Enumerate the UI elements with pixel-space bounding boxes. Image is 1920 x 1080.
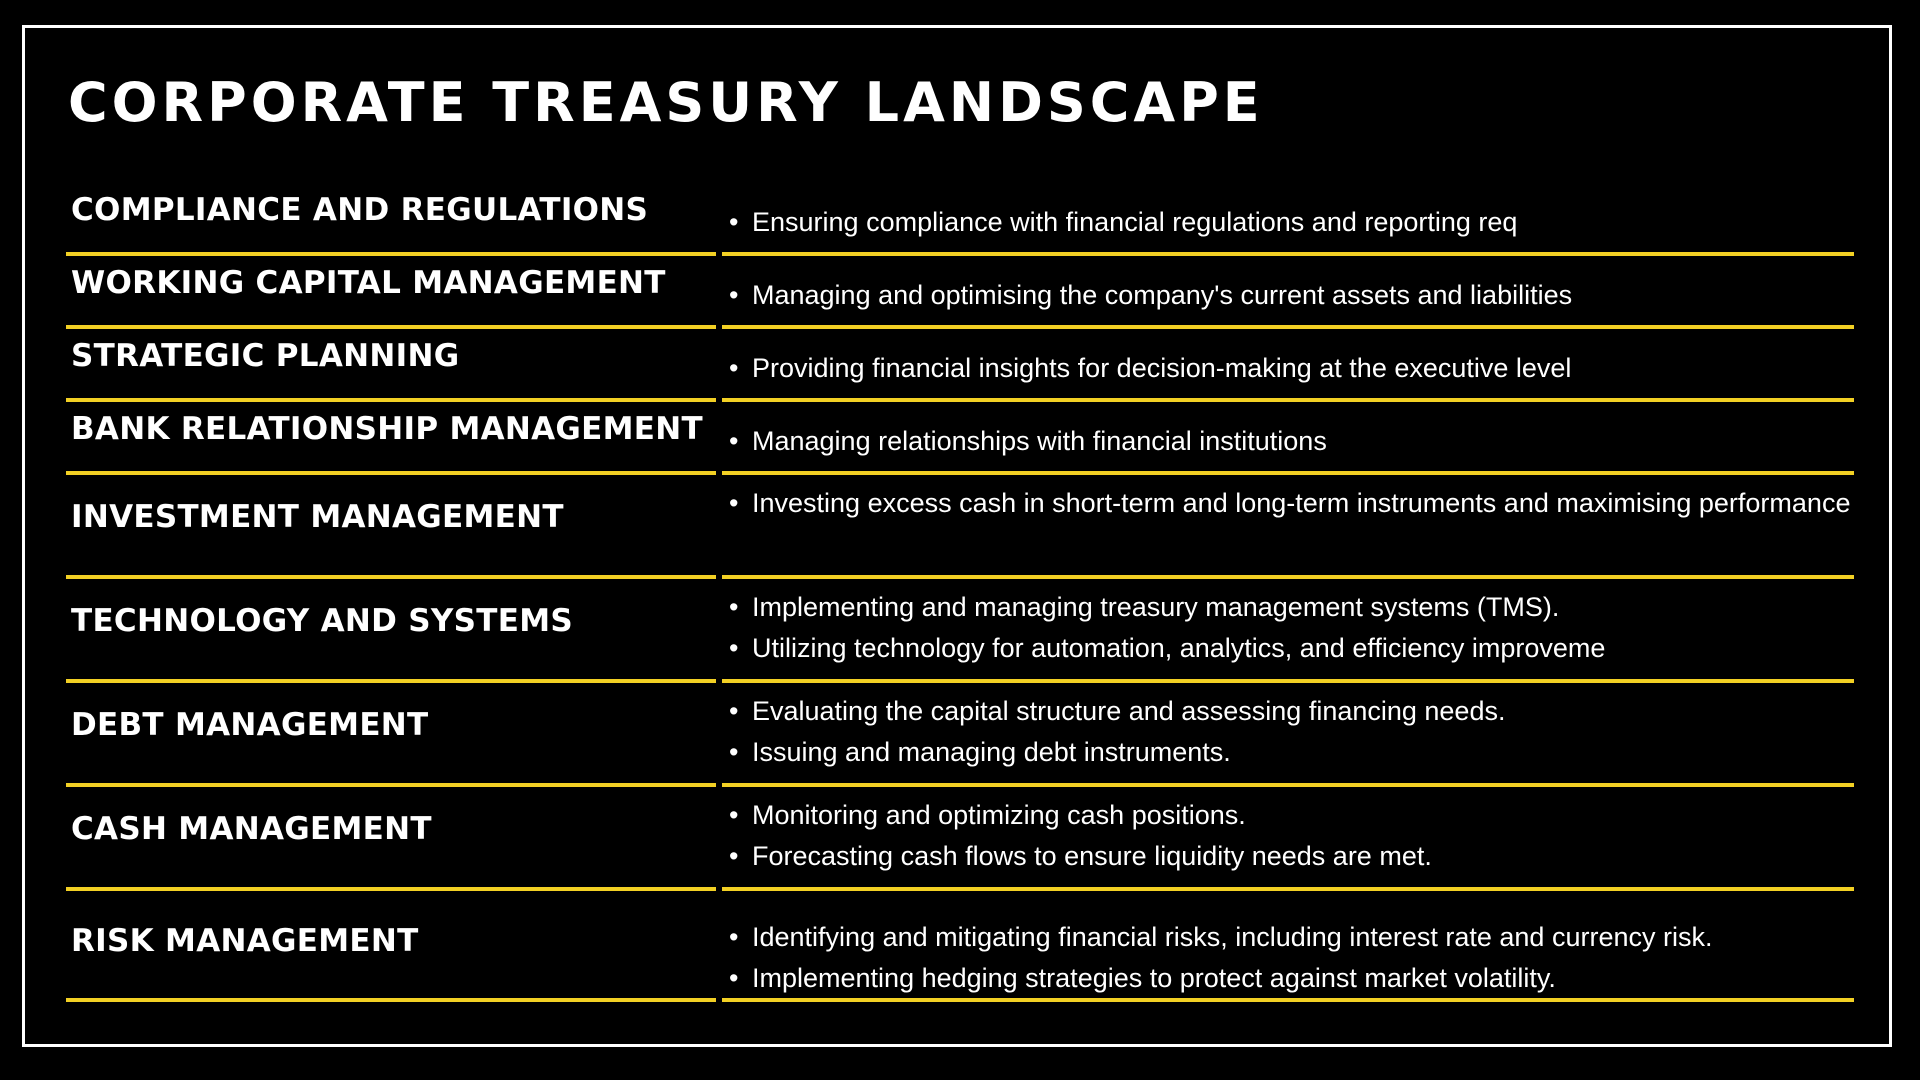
bullet-text: Identifying and mitigating financial risks, including interest rate and currency risk. [752, 922, 1713, 952]
bullet-list [729, 483, 1862, 524]
bullet-item [729, 958, 1862, 999]
bullet-list [729, 691, 1862, 773]
bullet-list [729, 348, 1862, 389]
bullet-item [729, 836, 1862, 877]
bullet-item [729, 587, 1862, 628]
row-divider [66, 252, 716, 256]
bullet-item [729, 202, 1862, 243]
bullet-text: Managing relationships with financial institutions [752, 426, 1327, 456]
bullet-icon: • [729, 633, 739, 663]
row-divider [66, 887, 716, 891]
bullet-item [729, 275, 1862, 316]
row-divider [722, 398, 1854, 402]
bullet-icon: • [729, 488, 739, 518]
row-label: DEBT MANAGEMENT [71, 707, 429, 743]
page-title: CORPORATE TREASURY LANDSCAPE [68, 71, 1264, 134]
row-divider [66, 679, 716, 683]
row-divider [722, 887, 1854, 891]
row-divider [722, 252, 1854, 256]
row-label: CASH MANAGEMENT [71, 811, 432, 847]
row-divider [722, 679, 1854, 683]
bullet-text: Utilizing technology for automation, analytics, and efficiency improveme [752, 633, 1606, 663]
row-divider [722, 325, 1854, 329]
row-divider [722, 998, 1854, 1002]
bullet-text: Providing financial insights for decision-making at the executive level [752, 353, 1572, 383]
bullet-text: Forecasting cash flows to ensure liquidity needs are met. [752, 841, 1432, 871]
bullet-icon: • [729, 800, 739, 830]
row-label: RISK MANAGEMENT [71, 923, 419, 959]
bullet-item [729, 483, 1862, 524]
bullet-text: Monitoring and optimizing cash positions. [752, 800, 1246, 830]
bullet-text: Ensuring compliance with financial regulations and reporting req [752, 207, 1518, 237]
row-divider [722, 471, 1854, 475]
bullet-icon: • [729, 696, 739, 726]
row-divider [66, 783, 716, 787]
bullet-text: Issuing and managing debt instruments. [752, 737, 1231, 767]
bullet-icon: • [729, 426, 739, 456]
bullet-item [729, 421, 1862, 462]
row-label: WORKING CAPITAL MANAGEMENT [71, 265, 666, 301]
row-label: BANK RELATIONSHIP MANAGEMENT [71, 411, 703, 447]
row-divider [66, 575, 716, 579]
row-divider [66, 325, 716, 329]
row-label: INVESTMENT MANAGEMENT [71, 499, 564, 535]
bullet-icon: • [729, 922, 739, 952]
bullet-item [729, 732, 1862, 773]
row-divider [66, 471, 716, 475]
bullet-icon: • [729, 280, 739, 310]
bullet-text: Implementing and managing treasury management systems (TMS). [752, 592, 1560, 622]
bullet-icon: • [729, 963, 739, 993]
bullet-item [729, 691, 1862, 732]
bullet-icon: • [729, 841, 739, 871]
row-label: STRATEGIC PLANNING [71, 338, 460, 374]
row-divider [722, 575, 1854, 579]
row-divider [66, 998, 716, 1002]
bullet-list [729, 421, 1862, 462]
bullet-text: Implementing hedging strategies to protect against market volatility. [752, 963, 1556, 993]
row-divider [722, 783, 1854, 787]
row-label: COMPLIANCE AND REGULATIONS [71, 192, 649, 228]
bullet-icon: • [729, 737, 739, 767]
bullet-list [729, 275, 1862, 316]
bullet-item [729, 348, 1862, 389]
bullet-item [729, 917, 1862, 958]
bullet-item [729, 628, 1862, 669]
bullet-text: Evaluating the capital structure and assessing financing needs. [752, 696, 1506, 726]
bullet-list [729, 587, 1862, 669]
bullet-icon: • [729, 592, 739, 622]
bullet-list [729, 202, 1862, 243]
row-label: TECHNOLOGY AND SYSTEMS [71, 603, 573, 639]
bullet-text: Managing and optimising the company's current assets and liabilities [752, 280, 1573, 310]
bullet-list [729, 795, 1862, 877]
bullet-icon: • [729, 207, 739, 237]
row-divider [66, 398, 716, 402]
bullet-item [729, 795, 1862, 836]
bullet-icon: • [729, 353, 739, 383]
bullet-list [729, 917, 1862, 999]
bullet-text: Investing excess cash in short-term and long-term instruments and maximising performance [752, 488, 1851, 518]
